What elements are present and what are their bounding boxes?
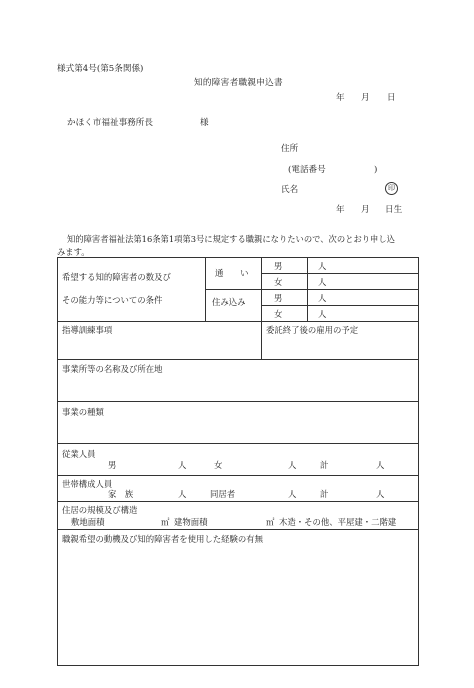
conditions-label-line-1: 希望する知的障害者の数及び — [62, 272, 171, 282]
addressee: かほく市福祉事務所長 — [67, 118, 153, 128]
floor-area-unit: ㎡ — [266, 517, 275, 527]
employees-cell[interactable] — [58, 444, 419, 476]
live-in-female-label: 女 — [274, 309, 283, 319]
employees-total-unit: 人 — [376, 460, 385, 470]
date-month-label: 月 — [361, 93, 370, 103]
household-family-label: 家 族 — [108, 489, 134, 499]
conditions-label-line-2: その能力等についての条件 — [62, 295, 163, 305]
address-label: 住所 — [281, 144, 299, 154]
household-cohabitant-unit: 人 — [288, 489, 297, 499]
site-area-unit: ㎡ — [161, 517, 170, 527]
housing-label: 住居の規模及び構造 — [62, 505, 138, 515]
live-in-female-unit: 人 — [318, 309, 327, 319]
commute-female-count-cell[interactable] — [308, 274, 419, 290]
name-label: 氏名 — [281, 185, 299, 195]
commute-female-cell[interactable] — [262, 274, 308, 290]
business-type-cell[interactable] — [58, 402, 419, 444]
commute-female-unit: 人 — [318, 277, 327, 287]
live-in-label: 住み込み — [212, 297, 246, 307]
birth-month-label: 月 — [361, 205, 370, 215]
live-in-female-count-cell[interactable] — [308, 306, 419, 322]
household-label: 世帯構成人員 — [62, 479, 113, 489]
live-in-female-cell[interactable] — [262, 306, 308, 322]
seal-mark: 印 — [385, 182, 398, 195]
site-area-label: 敷地面積 — [71, 517, 105, 527]
commute-female-label: 女 — [274, 277, 283, 287]
commute-cell — [206, 258, 262, 290]
floor-area-label: 建物面積 — [174, 517, 208, 527]
business-name-cell[interactable] — [58, 360, 419, 402]
form-number: 様式第4号(第5条関係) — [57, 64, 144, 74]
live-in-male-unit: 人 — [318, 293, 327, 303]
commute-label: 通 い — [215, 268, 249, 278]
phone-label: (電話番号 — [288, 165, 326, 175]
birth-year-label: 年 — [336, 205, 345, 215]
household-cohabitant-label: 同居者 — [210, 489, 236, 499]
phone-close: ) — [374, 165, 378, 175]
structure-options: 木造・その他、平屋建・二階建 — [279, 517, 397, 527]
conditions-cell[interactable] — [58, 258, 206, 322]
commute-male-cell[interactable] — [262, 258, 308, 274]
birth-day-label: 日生 — [385, 205, 403, 215]
employees-female-unit: 人 — [288, 460, 297, 470]
guidance-label: 指導訓練事項 — [62, 325, 113, 335]
date-year-label: 年 — [336, 93, 345, 103]
business-name-label: 事業所等の名称及び所在地 — [62, 364, 163, 374]
guidance-cell[interactable] — [58, 322, 262, 360]
employment-plan-cell[interactable] — [262, 322, 419, 360]
motivation-label: 職親希望の動機及び知的障害者を使用した経験の有無 — [62, 534, 263, 544]
household-cell[interactable] — [58, 476, 419, 502]
live-in-male-label: 男 — [274, 293, 283, 303]
application-form-table — [57, 257, 419, 666]
live-in-male-cell[interactable] — [262, 290, 308, 306]
employees-female-label: 女 — [214, 460, 223, 470]
employees-label: 従業人員 — [62, 449, 96, 459]
live-in-cell — [206, 290, 262, 322]
commute-male-label: 男 — [274, 261, 283, 271]
addressee-honorific: 様 — [200, 118, 209, 128]
household-total-label: 計 — [320, 489, 329, 499]
commute-male-count-cell[interactable] — [308, 258, 419, 274]
live-in-male-count-cell[interactable] — [308, 290, 419, 306]
employment-plan-label: 委託終了後の雇用の予定 — [266, 325, 359, 335]
commute-male-unit: 人 — [318, 261, 327, 271]
housing-cell[interactable] — [58, 502, 419, 530]
business-type-label: 事業の種類 — [62, 407, 104, 417]
household-total-unit: 人 — [376, 489, 385, 499]
employees-male-label: 男 — [108, 460, 117, 470]
intro-line-1: 知的障害者福祉法第16条第1項第3号に規定する職親になりたいので、次のとおり申し込 — [67, 234, 395, 244]
employees-male-unit: 人 — [178, 460, 187, 470]
motivation-cell[interactable] — [58, 530, 419, 666]
employees-total-label: 計 — [320, 460, 329, 470]
intro-line-2: みます。 — [57, 247, 90, 257]
form-title: 知的障害者職親申込書 — [194, 78, 283, 88]
date-day-label: 日 — [387, 93, 396, 103]
household-family-unit: 人 — [178, 489, 187, 499]
